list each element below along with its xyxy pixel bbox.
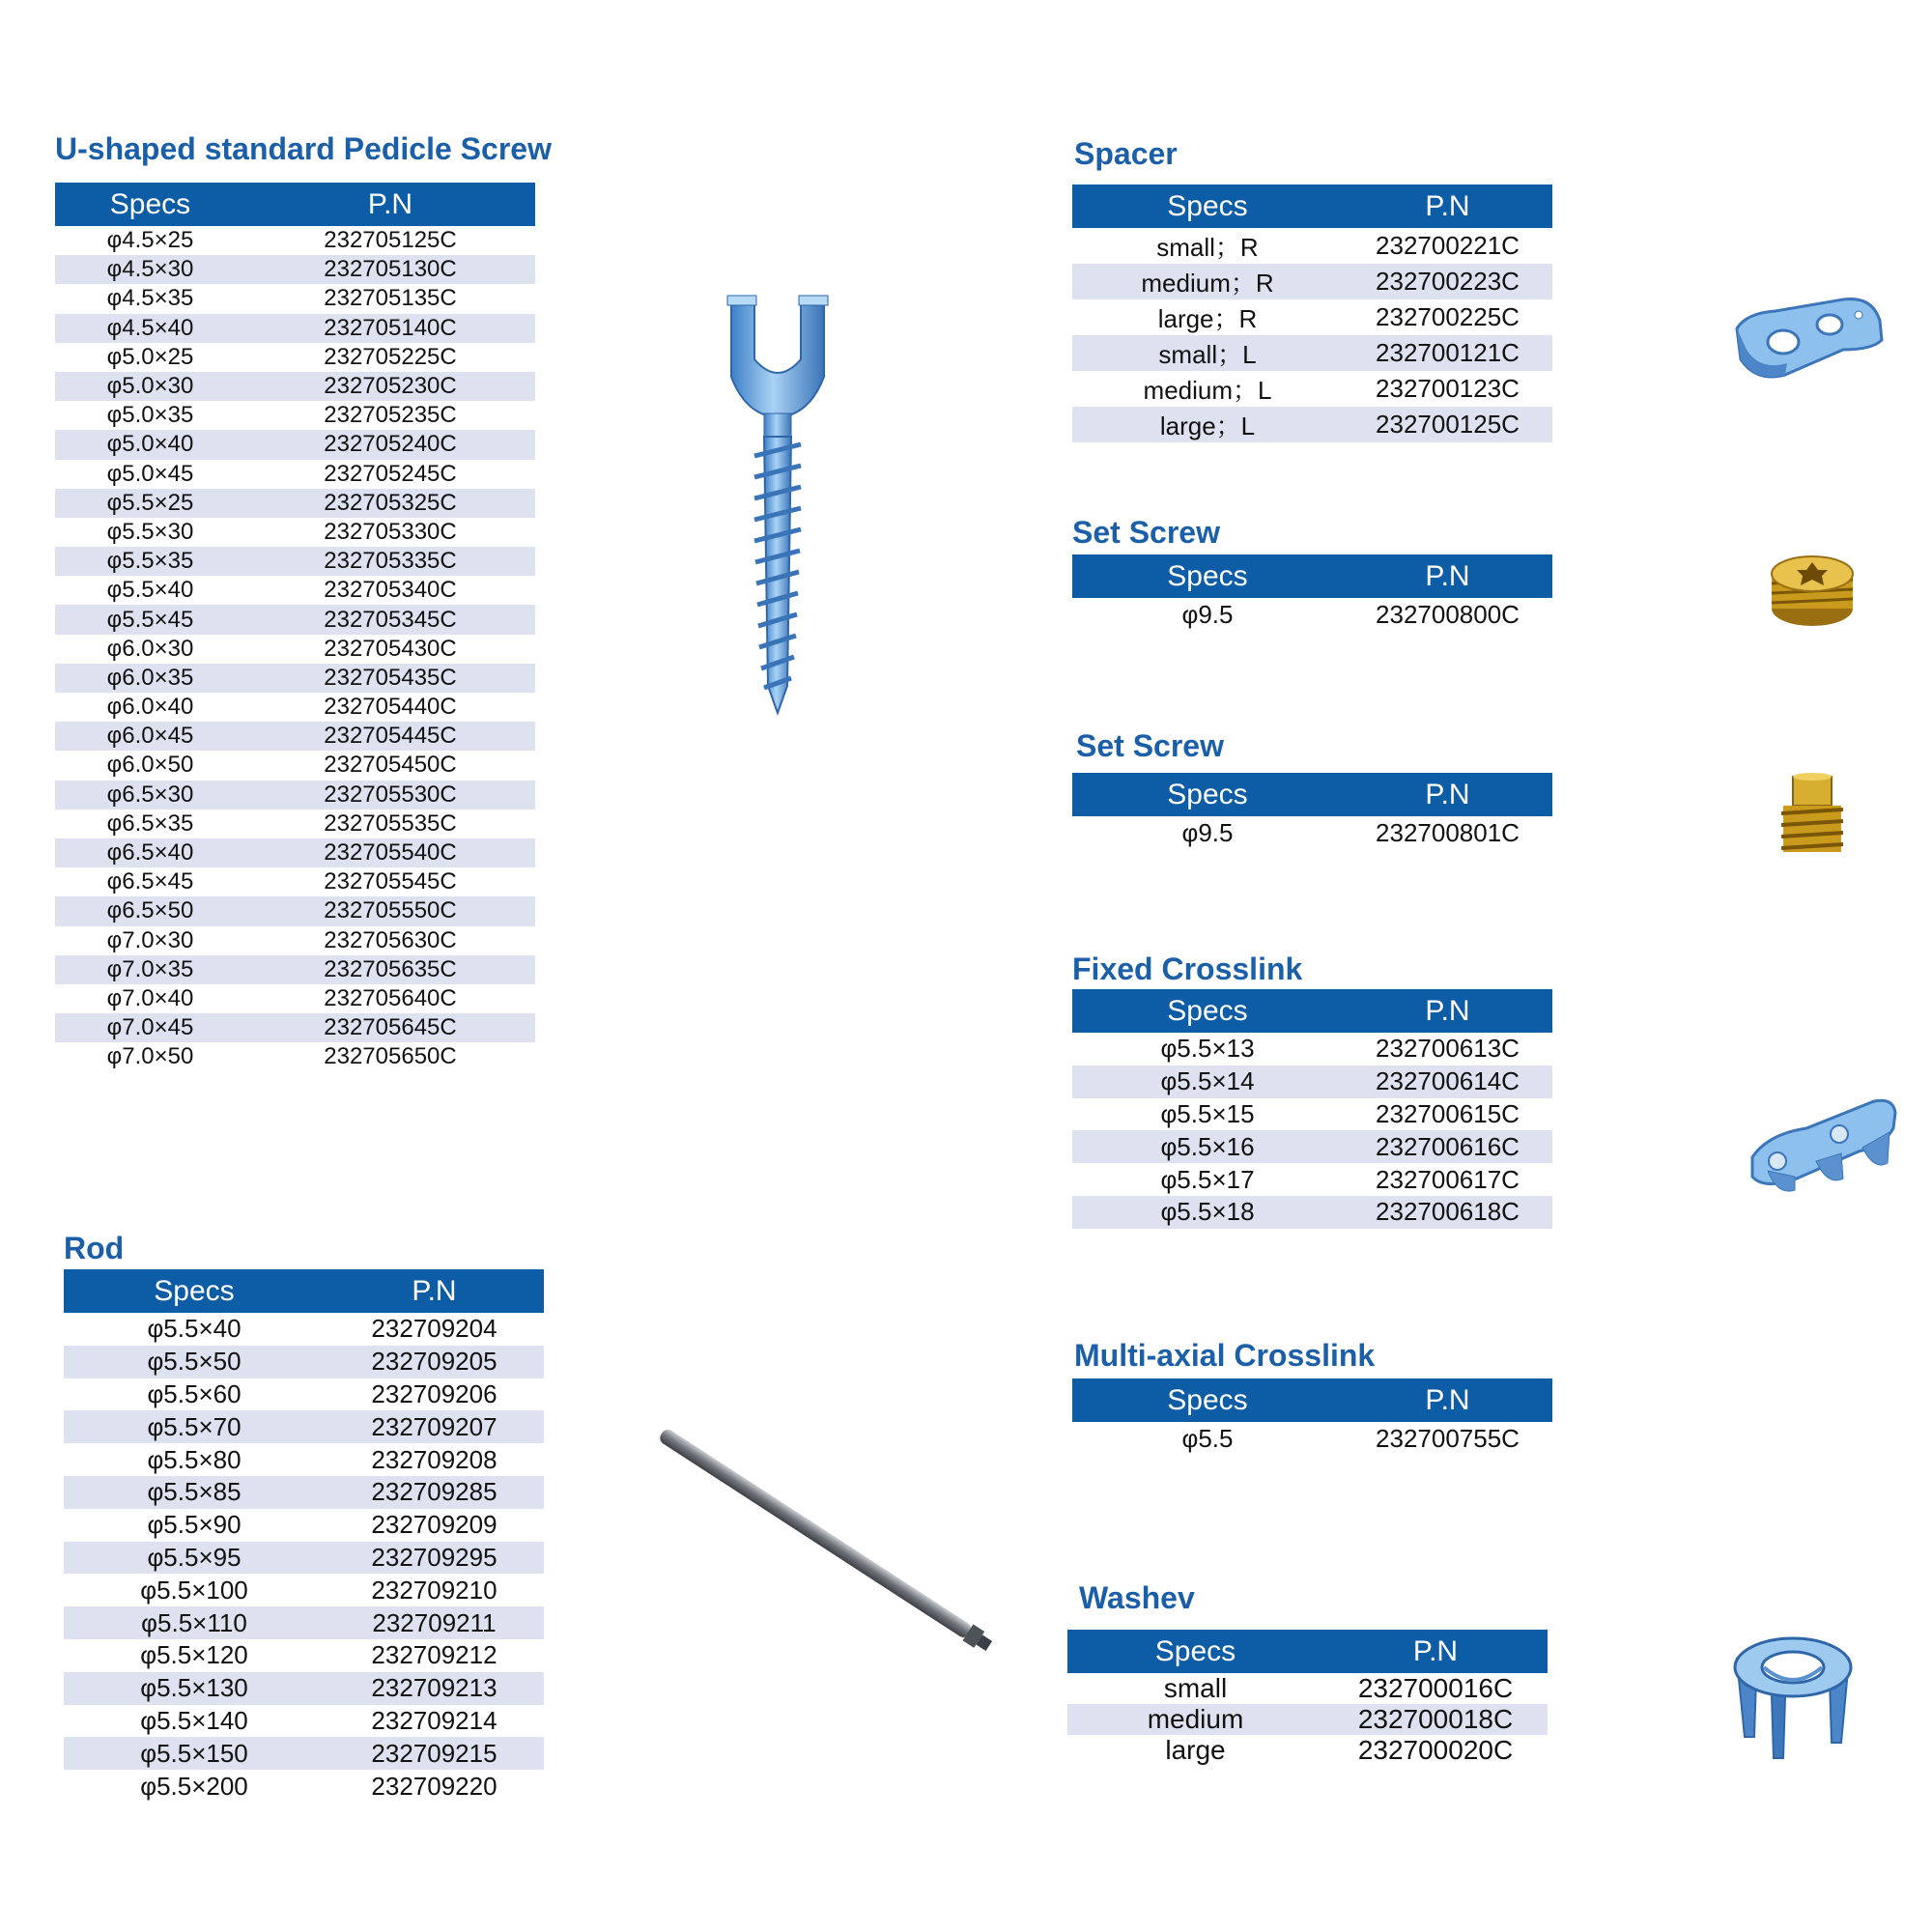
- spec-cell: φ5.5×40: [64, 1313, 325, 1346]
- pn-cell: 232705225C: [245, 343, 535, 372]
- table-header-row: [1072, 773, 1552, 816]
- table-row: [55, 1013, 535, 1042]
- specs-header: Specs: [1067, 1630, 1323, 1673]
- table-row: [55, 1042, 535, 1071]
- spec-cell: φ5.5×70: [64, 1410, 325, 1443]
- spec-cell: φ5.5×15: [1072, 1098, 1343, 1131]
- pn-cell: 232700755C: [1343, 1422, 1552, 1455]
- pn-cell: 232700618C: [1343, 1196, 1552, 1229]
- spec-cell: φ5.0×45: [55, 460, 245, 489]
- spec-cell: φ5.0×30: [55, 372, 245, 401]
- pn-cell: 232705140C: [245, 314, 535, 343]
- pn-cell: 232709214: [325, 1705, 544, 1738]
- spec-cell: large；L: [1072, 407, 1343, 442]
- table-row: [1067, 1704, 1548, 1735]
- spec-cell: φ6.5×40: [55, 838, 245, 867]
- pn-cell: 232705645C: [245, 1013, 535, 1042]
- pn-cell: 232709208: [325, 1443, 544, 1476]
- table-row: [64, 1542, 544, 1575]
- set-screw-2-title: Set Screw: [1076, 728, 1224, 763]
- pn-cell: 232705325C: [245, 489, 535, 518]
- table-row: [64, 1346, 544, 1378]
- fixed-crosslink-icon: [1739, 1090, 1903, 1204]
- table-row: [55, 284, 535, 313]
- spec-cell: φ5.5×120: [64, 1639, 325, 1672]
- table-row: [64, 1509, 544, 1542]
- spec-cell: φ4.5×25: [55, 226, 245, 255]
- spec-cell: φ5.5×130: [64, 1672, 325, 1705]
- spec-cell: large；R: [1072, 299, 1343, 335]
- table-row: [64, 1574, 544, 1606]
- multiaxial-crosslink-table: [1072, 1378, 1552, 1455]
- spec-cell: φ5.5×13: [1072, 1033, 1343, 1065]
- spec-cell: φ5.5×18: [1072, 1196, 1343, 1229]
- spec-cell: φ5.5×110: [64, 1606, 325, 1639]
- table-row: [55, 255, 535, 284]
- pn-cell: 232705340C: [245, 576, 535, 605]
- table-header-row: [1072, 1378, 1552, 1422]
- table-header-row: [1072, 989, 1552, 1033]
- pn-cell: 232700615C: [1343, 1098, 1552, 1131]
- table-row: [64, 1443, 544, 1476]
- table-row: [55, 430, 535, 459]
- pn-cell: 232700617C: [1343, 1163, 1552, 1196]
- spec-cell: large: [1067, 1735, 1323, 1766]
- pn-cell: 232705130C: [245, 255, 535, 284]
- specs-header: Specs: [1072, 989, 1343, 1033]
- pn-cell: 232705535C: [245, 810, 535, 838]
- spec-cell: φ5.0×25: [55, 343, 245, 372]
- table-row: [1072, 598, 1552, 631]
- set-screw-1-table: [1072, 554, 1552, 631]
- table-row: [64, 1606, 544, 1639]
- pn-cell: 232700616C: [1343, 1130, 1552, 1163]
- pn-cell: 232700020C: [1323, 1735, 1548, 1766]
- spec-cell: φ5.5×45: [55, 605, 245, 634]
- washer-title: Washev: [1079, 1580, 1195, 1615]
- pn-header: P.N: [245, 183, 535, 226]
- pn-cell: 232705125C: [245, 226, 535, 255]
- spec-cell: φ5.5×140: [64, 1705, 325, 1738]
- table-row: [55, 838, 535, 867]
- pn-cell: 232705635C: [245, 955, 535, 984]
- pn-cell: 232709205: [325, 1346, 544, 1378]
- spec-cell: φ5.5×200: [64, 1770, 325, 1803]
- table-header-row: [64, 1269, 544, 1313]
- fixed-crosslink-title: Fixed Crosslink: [1072, 952, 1303, 986]
- pn-cell: 232705440C: [245, 693, 535, 722]
- table-row: [1072, 299, 1552, 335]
- spec-cell: φ5.5×90: [64, 1509, 325, 1542]
- table-row: [1067, 1673, 1548, 1704]
- table-row: [55, 722, 535, 751]
- table-row: [64, 1313, 544, 1346]
- pedicle-screw-title: U-shaped standard Pedicle Screw: [55, 131, 552, 166]
- set-screw-2-table: [1072, 773, 1552, 849]
- rod-title: Rod: [64, 1231, 125, 1265]
- pn-cell: 232700221C: [1343, 228, 1552, 264]
- pedicle-screw-icon: [720, 290, 836, 720]
- table-row: [1072, 407, 1552, 442]
- spec-cell: φ4.5×30: [55, 255, 245, 284]
- pn-header: P.N: [325, 1269, 544, 1313]
- table-row: [55, 984, 535, 1013]
- pedicle-screw-table: [55, 183, 535, 1071]
- table-row: [1072, 264, 1552, 299]
- table-row: [55, 867, 535, 896]
- table-row: [1072, 1422, 1552, 1455]
- table-row: [55, 460, 535, 489]
- spec-cell: φ5.5×100: [64, 1574, 325, 1606]
- pn-cell: 232705540C: [245, 838, 535, 867]
- table-row: [1072, 816, 1552, 849]
- spec-cell: φ6.5×50: [55, 896, 245, 925]
- table-row: [64, 1639, 544, 1672]
- table-row: [55, 372, 535, 401]
- spec-cell: φ5.5×40: [55, 576, 245, 605]
- specs-header: Specs: [1072, 554, 1343, 598]
- pn-cell: 232709207: [325, 1410, 544, 1443]
- rod-table: [64, 1269, 544, 1803]
- table-row: [55, 664, 535, 693]
- spec-cell: φ7.0×45: [55, 1013, 245, 1042]
- pn-cell: 232700016C: [1323, 1673, 1548, 1704]
- table-header-row: [1072, 554, 1552, 598]
- table-row: [1072, 1196, 1552, 1229]
- pn-header: P.N: [1343, 554, 1552, 598]
- pn-cell: 232705530C: [245, 781, 535, 810]
- spec-cell: φ6.5×30: [55, 781, 245, 810]
- table-row: [64, 1476, 544, 1509]
- pn-cell: 232705135C: [245, 284, 535, 313]
- specs-header: Specs: [1072, 1378, 1343, 1422]
- pn-header: P.N: [1343, 185, 1552, 228]
- pn-cell: 232700121C: [1343, 335, 1552, 371]
- pn-cell: 232709206: [325, 1378, 544, 1411]
- spec-cell: φ6.0×40: [55, 693, 245, 722]
- table-row: [55, 810, 535, 838]
- table-row: [1072, 1065, 1552, 1098]
- pn-header: P.N: [1343, 989, 1552, 1033]
- pn-cell: 232709215: [325, 1737, 544, 1770]
- spec-cell: φ5.0×40: [55, 430, 245, 459]
- pn-header: P.N: [1343, 1378, 1552, 1422]
- pn-cell: 232709211: [325, 1606, 544, 1639]
- pn-cell: 232700801C: [1343, 816, 1552, 849]
- table-row: [64, 1672, 544, 1705]
- table-row: [1067, 1735, 1548, 1766]
- table-row: [55, 635, 535, 664]
- rod-icon: [638, 1420, 1024, 1671]
- pn-cell: 232705235C: [245, 401, 535, 430]
- spec-cell: φ6.0×50: [55, 751, 245, 780]
- pn-cell: 232705245C: [245, 460, 535, 489]
- spec-cell: φ5.5: [1072, 1422, 1343, 1455]
- spec-cell: φ4.5×40: [55, 314, 245, 343]
- pn-cell: 232705640C: [245, 984, 535, 1013]
- table-row: [64, 1737, 544, 1770]
- table-row: [1072, 371, 1552, 407]
- spec-cell: φ6.0×35: [55, 664, 245, 693]
- spacer-icon: [1727, 282, 1891, 388]
- spec-cell: φ5.5×85: [64, 1476, 325, 1509]
- specs-header: Specs: [1072, 185, 1343, 228]
- fixed-crosslink-table: [1072, 989, 1552, 1229]
- spacer-table: [1072, 185, 1552, 442]
- spec-cell: φ5.5×150: [64, 1737, 325, 1770]
- pn-cell: 232709295: [325, 1542, 544, 1575]
- spec-cell: φ7.0×50: [55, 1042, 245, 1071]
- spec-cell: φ5.5×35: [55, 547, 245, 576]
- table-row: [55, 226, 535, 255]
- pn-cell: 232705335C: [245, 547, 535, 576]
- spec-cell: φ5.5×16: [1072, 1130, 1343, 1163]
- pn-cell: 232705345C: [245, 605, 535, 634]
- spec-cell: φ5.5×30: [55, 518, 245, 547]
- set-screw-1-title: Set Screw: [1072, 515, 1220, 550]
- table-row: [55, 605, 535, 634]
- table-header-row: [1072, 185, 1552, 228]
- pn-cell: 232709220: [325, 1770, 544, 1803]
- spec-cell: φ6.0×45: [55, 722, 245, 751]
- spec-cell: φ6.5×35: [55, 810, 245, 838]
- pn-header: P.N: [1323, 1630, 1548, 1673]
- pn-cell: 232705650C: [245, 1042, 535, 1071]
- table-header-row: [55, 183, 535, 226]
- pn-cell: 232709210: [325, 1574, 544, 1606]
- multiaxial-crosslink-title: Multi-axial Crosslink: [1074, 1338, 1376, 1373]
- specs-header: Specs: [1072, 773, 1343, 816]
- spec-cell: φ7.0×30: [55, 926, 245, 955]
- table-row: [55, 547, 535, 576]
- table-row: [55, 314, 535, 343]
- pn-cell: 232700018C: [1323, 1704, 1548, 1735]
- table-row: [64, 1705, 544, 1738]
- spec-cell: φ5.5×14: [1072, 1065, 1343, 1098]
- spec-cell: φ9.5: [1072, 816, 1343, 849]
- pn-cell: 232700614C: [1343, 1065, 1552, 1098]
- table-row: [64, 1770, 544, 1803]
- table-row: [1072, 1098, 1552, 1131]
- pn-cell: 232705450C: [245, 751, 535, 780]
- pn-cell: 232705430C: [245, 635, 535, 664]
- specs-header: Specs: [55, 183, 245, 226]
- table-row: [64, 1410, 544, 1443]
- spec-cell: φ7.0×40: [55, 984, 245, 1013]
- table-row: [55, 896, 535, 925]
- pn-cell: 232705435C: [245, 664, 535, 693]
- pn-cell: 232700223C: [1343, 264, 1552, 299]
- pn-cell: 232709209: [325, 1509, 544, 1542]
- table-row: [55, 781, 535, 810]
- table-row: [64, 1378, 544, 1411]
- spec-cell: φ5.5×25: [55, 489, 245, 518]
- table-row: [1072, 335, 1552, 371]
- spec-cell: medium；R: [1072, 264, 1343, 299]
- pn-cell: 232700123C: [1343, 371, 1552, 407]
- pn-cell: 232709204: [325, 1313, 544, 1346]
- spec-cell: φ6.5×45: [55, 867, 245, 896]
- spacer-title: Spacer: [1074, 136, 1178, 171]
- pn-header: P.N: [1343, 773, 1552, 816]
- set-screw-tall-gold-icon: [1776, 773, 1849, 860]
- set-screw-gold-icon: [1764, 547, 1861, 634]
- pn-cell: 232705630C: [245, 926, 535, 955]
- spec-cell: φ5.5×60: [64, 1378, 325, 1411]
- table-row: [55, 489, 535, 518]
- pn-cell: 232700800C: [1343, 598, 1552, 631]
- spec-cell: φ9.5: [1072, 598, 1343, 631]
- spec-cell: small；R: [1072, 228, 1343, 264]
- pn-cell: 232705545C: [245, 867, 535, 896]
- table-header-row: [1067, 1630, 1548, 1673]
- pn-cell: 232705330C: [245, 518, 535, 547]
- spec-cell: φ7.0×35: [55, 955, 245, 984]
- spec-cell: φ5.5×50: [64, 1346, 325, 1378]
- table-row: [55, 751, 535, 780]
- specs-header: Specs: [64, 1269, 325, 1313]
- pn-cell: 232709213: [325, 1672, 544, 1705]
- table-row: [1072, 1163, 1552, 1196]
- table-row: [1072, 1130, 1552, 1163]
- table-row: [1072, 1033, 1552, 1065]
- table-row: [55, 955, 535, 984]
- pn-cell: 232705240C: [245, 430, 535, 459]
- pn-cell: 232709212: [325, 1639, 544, 1672]
- table-row: [55, 693, 535, 722]
- spec-cell: medium: [1067, 1704, 1323, 1735]
- spec-cell: φ5.0×35: [55, 401, 245, 430]
- spec-cell: φ4.5×35: [55, 284, 245, 313]
- spec-cell: small: [1067, 1673, 1323, 1704]
- spec-cell: φ6.0×30: [55, 635, 245, 664]
- washer-table: [1067, 1630, 1548, 1766]
- spec-cell: φ5.5×80: [64, 1443, 325, 1476]
- pn-cell: 232705550C: [245, 896, 535, 925]
- washer-icon: [1725, 1625, 1861, 1765]
- pn-cell: 232705230C: [245, 372, 535, 401]
- pn-cell: 232700225C: [1343, 299, 1552, 335]
- pn-cell: 232705445C: [245, 722, 535, 751]
- spec-cell: small；L: [1072, 335, 1343, 371]
- table-row: [55, 576, 535, 605]
- table-row: [55, 518, 535, 547]
- spec-cell: φ5.5×17: [1072, 1163, 1343, 1196]
- pn-cell: 232700125C: [1343, 407, 1552, 442]
- spec-cell: φ5.5×95: [64, 1542, 325, 1575]
- table-row: [55, 401, 535, 430]
- spec-cell: medium；L: [1072, 371, 1343, 407]
- table-row: [55, 343, 535, 372]
- table-row: [55, 926, 535, 955]
- pn-cell: 232709285: [325, 1476, 544, 1509]
- table-row: [1072, 228, 1552, 264]
- pn-cell: 232700613C: [1343, 1033, 1552, 1065]
